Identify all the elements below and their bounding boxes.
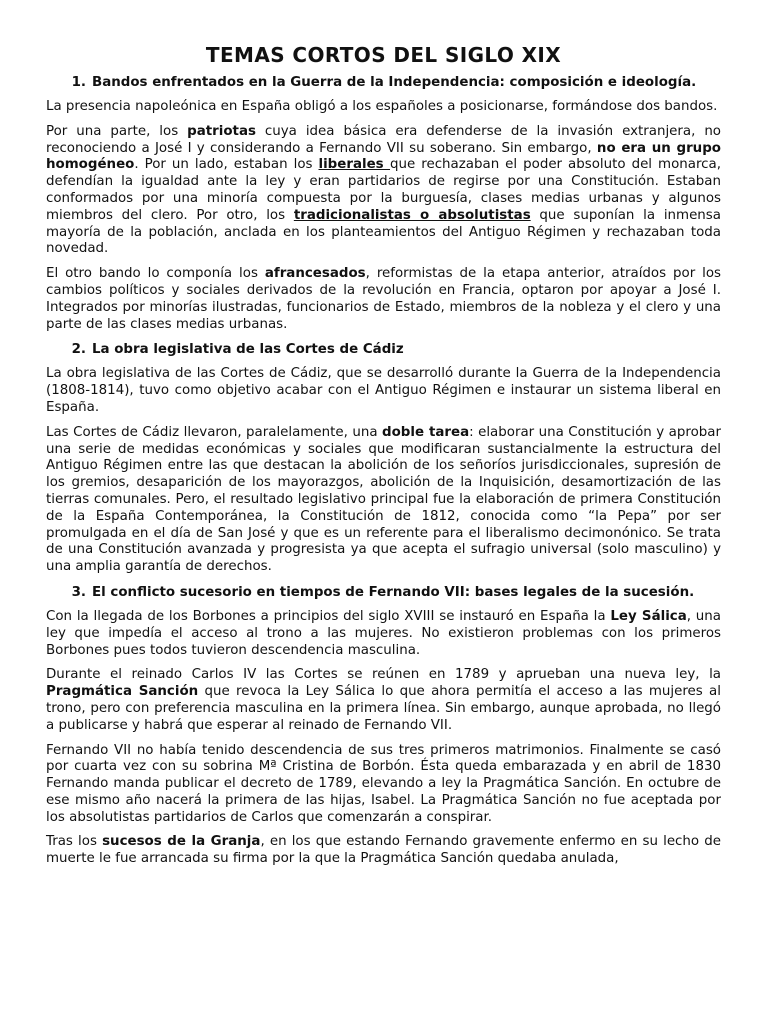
- document-title: TEMAS CORTOS DEL SIGLO XIX: [205, 43, 562, 67]
- section-heading-1: [46, 74, 721, 91]
- section-heading-2: [46, 341, 721, 358]
- bold-term: patriotas: [187, 123, 256, 139]
- bold-term: sucesos de la Granja: [102, 834, 261, 850]
- section-heading-text: El conflicto sucesorio en tiempos de Fernando VII: bases legales de la sucesión.: [92, 584, 695, 600]
- bold-term: doble tarea: [382, 424, 470, 440]
- section-number: 2.: [71, 342, 86, 358]
- section-heading-text: Bandos enfrentados en la Guerra de la Independencia: composición e ideología.: [92, 75, 697, 90]
- bold-underlined-term: liberales: [318, 157, 391, 173]
- bold-term: Ley Sálica: [610, 608, 687, 624]
- section-heading-3: [46, 584, 721, 601]
- paragraph: Las Cortes de Cádiz llevaron, paralelamente, una doble tarea: elaborar una Constitución y aprobar una serie de medidas económicas y sociales que modificaran sustancialmente la estructura del Antiguo Régimen entre las que destacan la abolición de los señoríos jurisdiccionales, supresión de los gremios, desaparición de los mayorazgos, abolición de la Inquisición, desamortización de las tierras comunales. Pero, el resultado legislativo principal fue la elaboración de primera Constitución de la España Contemporánea, la Constitución de 1812, conocida como “la Pepa” por ser promulgada en el día de San José y que es un referente para el liberalismo decimonónico. Se trata de una Constitución avanzada y progresista ya que acepta el sufragio universal (solo masculino) y una amplia garantía de derechos.: [46, 424, 721, 575]
- section-number: 3.: [71, 584, 86, 600]
- bold-underlined-term: tradicionalistas o absolutistas: [293, 207, 531, 223]
- bold-term: no era un grupo homogéneo: [46, 140, 721, 173]
- paragraph: Tras los sucesos de la Granja, en los que estando Fernando gravemente enfermo en su lecho de muerte le fue arrancada su firma por la que la Pragmática Sanción quedaba anulada,: [46, 834, 721, 867]
- paragraph: La presencia napoleónica en España obligó a los españoles a posicionarse, formándose dos bandos.: [46, 99, 718, 114]
- paragraph: La obra legislativa de las Cortes de Cádiz, que se desarrolló durante la Guerra de la Independencia (1808-1814), tuvo como objetivo acabar con el Antiguo Régimen e instaurar un sistema liberal en España.: [46, 366, 721, 415]
- paragraph: Por una parte, los patriotas cuya idea básica era defenderse de la invasión extranjera, no reconociendo a José I y considerando a Fernando VII su soberano. Sin embargo, no era un grupo homogéneo. Por un lado, estaban los liberales que rechazaban el poder absoluto del monarca, defendían la igualdad ante la ley y eran partidarios de regirse por una Constitución. Estaban conformados por una minoría compuesta por la burguesía, clases medias urbanas y algunos miembros del clero. Por otro, los tradicionalistas o absolutistas que suponían la inmensa mayoría de la población, anclada en los planteamientos del Antiguo Régimen y rechazaban toda novedad.: [46, 123, 721, 257]
- bold-term: Pragmática Sanción: [46, 684, 199, 700]
- paragraph: Con la llegada de los Borbones a principios del siglo XVIII se instauró en España la Ley Sálica, una ley que impedía el acceso al trono a las mujeres. No existieron problemas con los primeros Borbones pues todos tuvieron descendencia masculina.: [46, 608, 721, 658]
- bold-term: afrancesados: [264, 266, 366, 282]
- paragraph: Durante el reinado Carlos IV las Cortes se reúnen en 1789 y aprueban una nueva ley, la Pragmática Sanción que revoca la Ley Sálica lo que ahora permitía el acceso a las mujeres al trono, pero con preferencia masculina en la primera línea. Sin embargo, aunque aprobada, no llegó a publicarse y habrá que esperar al reinado de Fernando VII.: [46, 667, 721, 733]
- section-heading-text: La obra legislativa de las Cortes de Cádiz: [92, 342, 404, 358]
- section-number: 1.: [71, 75, 86, 90]
- paragraph: Fernando VII no había tenido descendencia de sus tres primeros matrimonios. Finalmente se casó por cuarta vez con su sobrina Mª Cristina de Borbón. Ésta queda embarazada y en abril de 1830 Fernando manda publicar el decreto de 1789, elevando a ley la Pragmática Sanción. En octubre de ese mismo año nacerá la primera de las hijas, Isabel. La Pragmática Sanción no fue aceptada por los absolutistas partidarios de Carlos que comenzarán a conspirar.: [46, 742, 721, 825]
- paragraph: El otro bando lo componía los afrancesados, reformistas de la etapa anterior, atraídos por los cambios políticos y sociales derivados de la revolución en Francia, optaron por apoyar a José I. Integrados por minorías ilustradas, funcionarios de Estado, miembros de la nobleza y el clero y una parte de las clases medias urbanas.: [46, 266, 721, 332]
